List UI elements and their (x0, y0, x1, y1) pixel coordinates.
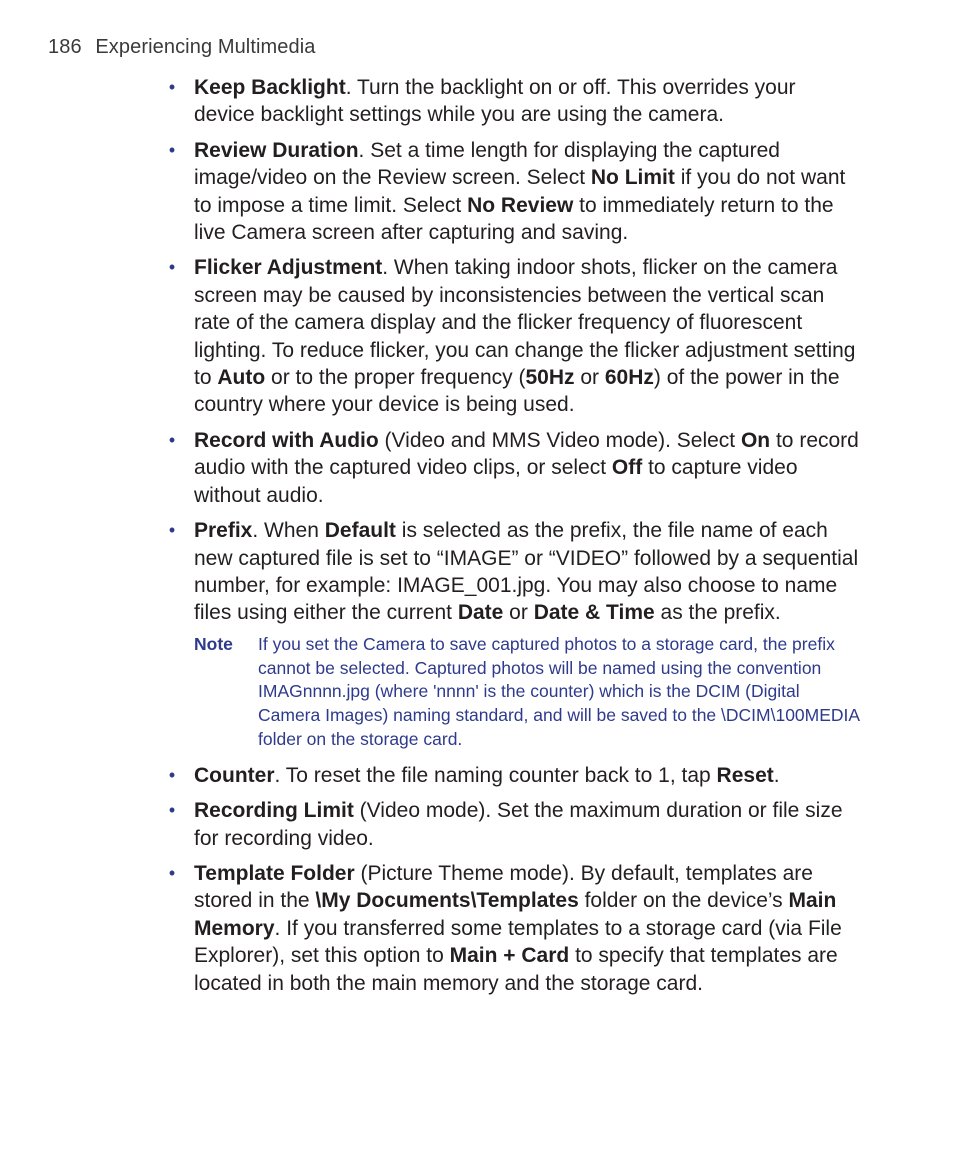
text: or (503, 601, 534, 625)
keyword: No Limit (590, 166, 675, 190)
page-number: 186 (48, 36, 82, 58)
term: Template Folder (194, 861, 355, 885)
bullet-icon: • (168, 800, 176, 821)
keyword: Date & Time (533, 601, 655, 625)
list-item (162, 427, 862, 509)
text: (Video mode). Set the maximum duration or file size for recording video. (194, 799, 843, 850)
text: if you do not want to impose a time limit. Select (194, 166, 846, 217)
keyword: No Review (467, 193, 574, 217)
text: to record audio with the captured video clips, or select (194, 428, 859, 480)
keyword: Date (457, 601, 504, 625)
text: to capture video without audio. (194, 456, 798, 507)
text: ) of the power in the country where your device is being used. (194, 366, 840, 417)
bullet-icon: • (168, 520, 176, 541)
term: Prefix (194, 519, 253, 543)
bullet-icon: • (168, 862, 176, 883)
list-item (162, 517, 862, 627)
text: . When taking indoor shots, flicker on the camera screen may be caused by inconsistencies between the vertical scan rate of the camera display and the flicker frequency of fluorescent lighting. To reduce flicker, you can change the flicker adjustment setting to (194, 256, 856, 390)
text: (Video and MMS Video mode). Select (378, 428, 741, 452)
bullet-icon: • (168, 139, 176, 160)
note-text: If you set the Camera to save captured photos to a storage card, the prefix cannot be selected. Captured photos will be named using the convention IMAGnnnn.jpg (where 'nnnn' is the counter) which is the DCIM (Digital Camera Images) naming standard, and will be saved to the \DCIM\100MEDIA folder on the storage card. (258, 633, 860, 749)
keyword: Auto (217, 366, 266, 390)
term: Review Duration (194, 138, 359, 162)
text: or (574, 366, 605, 390)
list-item (162, 860, 862, 997)
term: Record with Audio (194, 428, 379, 452)
section-title: Experiencing Multimedia (95, 36, 316, 58)
term: Counter (194, 763, 275, 787)
keyword: On (740, 428, 771, 452)
text: . To reset the file naming counter back to 1, tap (274, 763, 717, 787)
term: Flicker Adjustment (194, 256, 383, 280)
keyword: Main Memory (194, 889, 837, 940)
term: Keep Backlight (194, 76, 346, 99)
text: folder on the device’s (578, 889, 789, 913)
bullet-icon: • (168, 77, 176, 97)
text: as the prefix. (654, 601, 781, 625)
text: . If you transferred some templates to a storage card (via File Explorer), set this option to (194, 916, 842, 968)
note-label: Note (194, 633, 233, 654)
list-item (162, 74, 862, 129)
text: . Turn the backlight on or off. This overrides your device backlight settings while you are using the camera. (194, 76, 796, 127)
list-item (162, 254, 862, 418)
keyword: \My Documents\Templates (315, 889, 579, 913)
keyword: 50Hz (525, 366, 575, 390)
text: or to the proper frequency ( (265, 366, 526, 390)
text: is selected as the prefix, the file name of each new captured file is set to “IMAGE” or “VIDEO” followed by a sequential number, for example: IMAGE_001.jpg. You may also choose to name files using either the current (194, 519, 859, 625)
bullet-icon: • (168, 429, 176, 450)
keyword: 60Hz (604, 366, 654, 390)
bullet-icon: • (168, 257, 176, 278)
text: . Set a time length for displaying the captured image/video on the Review screen. Select (194, 138, 780, 190)
list-item (162, 762, 862, 789)
keyword: Reset (716, 763, 774, 787)
bullet-icon: • (168, 764, 176, 785)
text: . (773, 763, 780, 787)
keyword: Off (611, 456, 643, 480)
term: Recording Limit (194, 799, 354, 823)
text: (Picture Theme mode). By default, templates are stored in the (194, 861, 813, 913)
settings-list (162, 74, 862, 1005)
keyword: Default (324, 519, 396, 543)
text: to specify that templates are located in both the main memory and the storage card. (194, 944, 838, 995)
text: to immediately return to the live Camera screen after capturing and saving. (194, 193, 834, 245)
running-header (48, 36, 316, 59)
list-item (162, 137, 862, 247)
text: . When (252, 519, 325, 543)
keyword: Main + Card (449, 944, 570, 968)
list-item (162, 797, 862, 852)
note-callout (194, 633, 862, 752)
